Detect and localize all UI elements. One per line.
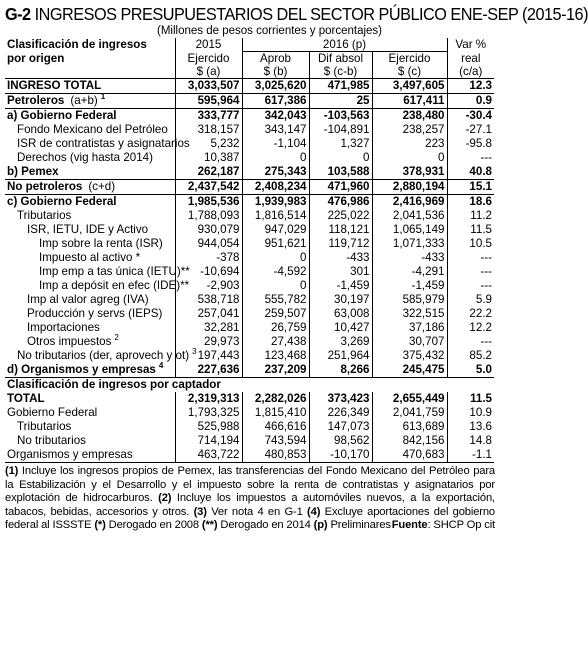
cell-v: 18.6 <box>447 195 494 210</box>
cell-a: 595,964 <box>175 94 242 109</box>
cell-v: -1.1 <box>447 448 494 463</box>
cell-cb: 0 <box>309 151 372 165</box>
cell-v: 12.2 <box>447 321 494 335</box>
cell-cb: 10,427 <box>309 321 372 335</box>
cell-a: -2,903 <box>175 279 242 293</box>
cell-b: 0 <box>242 151 309 165</box>
row-label-text: a) Gobierno Federal <box>7 109 117 122</box>
row-label-extra: (a+b) <box>70 94 98 107</box>
cell-b: 617,386 <box>242 94 309 109</box>
row-label <box>5 165 175 180</box>
row-label <box>5 237 175 251</box>
revenue-table <box>5 38 494 463</box>
note-1-tag: (1) <box>5 465 19 477</box>
cell-c: 842,156 <box>372 434 447 448</box>
cell-b: 343,147 <box>242 123 309 137</box>
header-unit-ca: (c/a) <box>447 65 494 79</box>
cell-c: -4,291 <box>372 265 447 279</box>
cell-a: 930,079 <box>175 223 242 237</box>
table-row <box>5 448 494 463</box>
row-label <box>5 137 190 151</box>
row-label-text: Imp al valor agreg (IVA) <box>27 293 149 306</box>
table-row <box>5 434 494 448</box>
cell-a: 257,041 <box>175 307 242 321</box>
header-row-units <box>5 65 494 79</box>
cell-c: 613,689 <box>372 420 447 434</box>
row-label <box>5 109 175 124</box>
cell-cb: 119,712 <box>309 237 372 251</box>
table-row <box>5 151 494 165</box>
cell-c: 322,515 <box>372 307 447 321</box>
cell-a: 538,718 <box>175 293 242 307</box>
cell-v: 11.2 <box>447 209 494 223</box>
row-label <box>5 335 175 349</box>
table-row <box>5 279 494 293</box>
cell-cb: -1,459 <box>309 279 372 293</box>
row-footnote-mark: 2 <box>114 333 119 343</box>
row-label <box>5 392 175 406</box>
cell-cb: 98,562 <box>309 434 372 448</box>
cell-b: 1,815,410 <box>242 406 309 420</box>
cell-a: 32,281 <box>175 321 242 335</box>
cell-v: --- <box>447 151 494 165</box>
cell-b: 743,594 <box>242 434 309 448</box>
cell-c: 238,480 <box>372 109 447 124</box>
cell-b: 2,408,234 <box>242 180 309 195</box>
source-label: Fuente <box>391 519 428 532</box>
cell-a: 3,033,507 <box>175 79 242 94</box>
cell-c: 585,979 <box>372 293 447 307</box>
row-label-text: Producción y servs (IEPS) <box>27 307 163 320</box>
note-5-tag: (*) <box>94 519 106 532</box>
header-class-label-2: por origen <box>7 51 65 65</box>
cell-v: -27.1 <box>447 123 494 137</box>
cell-b: 123,468 <box>242 349 309 363</box>
row-label <box>5 347 197 363</box>
cell-cb: 225,022 <box>309 209 372 223</box>
header-unit-b: $ (b) <box>242 65 309 79</box>
row-label-text: Impuesto al activo * <box>39 251 141 264</box>
cell-b: -4,592 <box>242 265 309 279</box>
row-label-text: No tributarios (der, aprovech y ot) <box>17 349 190 362</box>
title-text: INGRESOS PRESUPUESTARIOS DEL SECTOR PÚBLICO ENE-SEP (2015-16) <box>30 4 588 24</box>
cell-c: 1,065,149 <box>372 223 447 237</box>
row-label <box>5 265 190 279</box>
note-3-tag: (3) <box>193 505 207 518</box>
cell-cb: 373,423 <box>309 392 372 406</box>
row-label <box>5 209 175 223</box>
row-label <box>5 151 175 165</box>
cell-b: 237,209 <box>242 363 309 378</box>
header-year-2016: 2016 (p) <box>242 38 447 52</box>
cell-v: 10.9 <box>447 406 494 420</box>
cell-cb: 471,960 <box>309 180 372 195</box>
page-title <box>5 4 588 24</box>
cell-a: 525,988 <box>175 420 242 434</box>
cell-cb: -104,891 <box>309 123 372 137</box>
note-3: Ver nota 4 en G-1 <box>206 505 308 518</box>
row-label <box>5 94 175 109</box>
cell-v: 13.6 <box>447 420 494 434</box>
table-row <box>5 79 494 94</box>
row-label <box>5 251 175 265</box>
cell-a: 944,054 <box>175 237 242 251</box>
cell-b: 27,438 <box>242 335 309 349</box>
row-label <box>5 195 175 210</box>
row-label <box>5 321 175 335</box>
cell-c: 1,071,333 <box>372 237 447 251</box>
cell-cb: 3,269 <box>309 335 372 349</box>
cell-v: --- <box>447 251 494 265</box>
cell-c: 2,416,969 <box>372 195 447 210</box>
cell-b: 26,759 <box>242 321 309 335</box>
cell-cb: 147,073 <box>309 420 372 434</box>
table-row <box>5 321 494 335</box>
cell-c: 245,475 <box>372 363 447 378</box>
note-6: Derogado en 2014 <box>217 519 314 532</box>
source-text: : SHCP Op cit <box>427 519 495 532</box>
cell-cb: 301 <box>309 265 372 279</box>
row-label-text: Otros impuestos <box>27 335 112 348</box>
cell-c: -433 <box>372 251 447 265</box>
note-5: Derogado en 2008 <box>105 519 202 532</box>
source <box>392 519 495 533</box>
row-label-text: d) Organismos y empresas <box>7 363 156 376</box>
cell-v: 40.8 <box>447 165 494 180</box>
footnotes <box>5 465 495 533</box>
row-label-text: No tributarios <box>17 434 86 447</box>
cell-a: -10,694 <box>175 265 242 279</box>
header-var: Var % <box>447 38 494 52</box>
cell-c: 2,655,449 <box>372 392 447 406</box>
cell-c: 37,186 <box>372 321 447 335</box>
section2-heading-row <box>5 378 494 393</box>
row-label <box>5 223 175 237</box>
cell-cb: 476,986 <box>309 195 372 210</box>
row-label-text: b) Pemex <box>7 165 59 178</box>
cell-b: 3,025,620 <box>242 79 309 94</box>
cell-b: 0 <box>242 251 309 265</box>
row-label <box>5 434 175 448</box>
row-label-extra: (c+d) <box>88 180 116 193</box>
row-label-text: TOTAL <box>7 392 45 405</box>
cell-c: 375,432 <box>372 349 447 363</box>
note-2-tag: (2) <box>158 492 172 505</box>
row-label-text: No petroleros <box>7 180 83 193</box>
row-label-text: Tributarios <box>17 420 72 433</box>
cell-b: 342,043 <box>242 109 309 124</box>
row-label <box>5 123 175 137</box>
cell-a: 333,777 <box>175 109 242 124</box>
table-row <box>5 420 494 434</box>
row-label <box>5 448 175 463</box>
cell-cb: 118,121 <box>309 223 372 237</box>
cell-a: 2,319,313 <box>175 392 242 406</box>
row-label-text: Gobierno Federal <box>7 406 98 419</box>
row-label-text: Derechos (vig hasta 2014) <box>17 151 153 164</box>
header-unit-cb: $ (c-b) <box>309 65 372 79</box>
cell-v: 5.0 <box>447 363 494 378</box>
cell-v: 10.5 <box>447 237 494 251</box>
table-row <box>5 165 494 180</box>
cell-cb: 251,964 <box>309 349 372 363</box>
cell-b: 466,616 <box>242 420 309 434</box>
header-class-label: Clasificación de ingresos <box>7 38 147 52</box>
row-label <box>5 307 175 321</box>
row-label-text: Importaciones <box>27 321 100 334</box>
header-col-aprob: Aprob <box>242 52 309 66</box>
row-label-text: ISR de contratistas y asignatarios <box>17 137 190 150</box>
cell-b: 480,853 <box>242 448 309 463</box>
cell-c: 3,497,605 <box>372 79 447 94</box>
cell-v: -30.4 <box>447 109 494 124</box>
table-row <box>5 237 494 251</box>
cell-b: 951,621 <box>242 237 309 251</box>
header-col-ejercido2: Ejercido <box>372 52 447 66</box>
cell-cb: 1,327 <box>309 137 372 151</box>
cell-v: 15.1 <box>447 180 494 195</box>
table-row <box>5 195 494 210</box>
cell-a: 10,387 <box>175 151 242 165</box>
cell-b: 555,782 <box>242 293 309 307</box>
cell-a: -378 <box>175 251 242 265</box>
table-body-origin <box>5 79 494 378</box>
table-row <box>5 363 494 378</box>
cell-c: 2,041,759 <box>372 406 447 420</box>
header-col-real: real <box>447 52 494 66</box>
row-label-text: Organismos y empresas <box>7 448 133 461</box>
cell-a: 1,985,536 <box>175 195 242 210</box>
table-body-captador <box>5 378 494 463</box>
table-row <box>5 180 494 195</box>
row-label <box>5 406 175 420</box>
cell-c: 378,931 <box>372 165 447 180</box>
row-footnote-mark: 4 <box>158 361 164 371</box>
note-1: Incluye los ingresos propios de Pemex, las transferencias del Fondo Mexicano del Petróleo para la Estabilización y el Desarrollo y el impuesto sobre la renta de contratistas y asignatarios por explotación de hidrocarburos. <box>5 465 495 505</box>
cell-cb: 30,197 <box>309 293 372 307</box>
cell-b: 947,029 <box>242 223 309 237</box>
cell-c: 2,880,194 <box>372 180 447 195</box>
row-label-text: Fondo Mexicano del Petróleo <box>17 123 168 136</box>
cell-a: 227,636 <box>175 363 242 378</box>
cell-v: --- <box>447 279 494 293</box>
cell-a: 29,973 <box>175 335 242 349</box>
row-label <box>5 180 175 195</box>
header-col-dif: Dif absol <box>309 52 372 66</box>
table-row <box>5 123 494 137</box>
cell-cb: 103,588 <box>309 165 372 180</box>
table-row <box>5 94 494 109</box>
table-row <box>5 265 494 279</box>
cell-c: 223 <box>372 137 447 151</box>
row-footnote-mark: 1 <box>100 92 106 102</box>
title-code: G-2 <box>5 4 31 24</box>
cell-c: 238,257 <box>372 123 447 137</box>
cell-v: 85.2 <box>447 349 494 363</box>
section2-heading: Clasificación de ingresos por captador <box>5 378 494 393</box>
cell-v: 12.3 <box>447 79 494 94</box>
cell-cb: 8,266 <box>309 363 372 378</box>
cell-cb: -103,563 <box>309 109 372 124</box>
row-label-text: ISR, IETU, IDE y Activo <box>27 223 149 236</box>
cell-cb: 63,008 <box>309 307 372 321</box>
cell-v: --- <box>447 335 494 349</box>
row-label-text: Petroleros <box>7 94 65 107</box>
cell-a: 1,793,325 <box>175 406 242 420</box>
note-4: Excluye aportaciones del gobierno federal al ISSSTE <box>5 505 496 532</box>
cell-a: 714,194 <box>175 434 242 448</box>
cell-v: 0.9 <box>447 94 494 109</box>
table-row <box>5 137 494 151</box>
cell-v: -95.8 <box>447 137 494 151</box>
row-label-text: c) Gobierno Federal <box>7 195 117 208</box>
table-row <box>5 392 494 406</box>
row-label <box>5 293 175 307</box>
row-label-text: Imp a depósit en efec (IDE)** <box>39 279 190 292</box>
table-row <box>5 251 494 265</box>
cell-b: 2,282,026 <box>242 392 309 406</box>
cell-c: 617,411 <box>372 94 447 109</box>
header-unit-c: $ (c) <box>372 65 447 79</box>
cell-cb: 226,349 <box>309 406 372 420</box>
cell-a: 1,788,093 <box>175 209 242 223</box>
cell-b: -1,104 <box>242 137 309 151</box>
cell-b: 0 <box>242 279 309 293</box>
cell-cb: -10,170 <box>309 448 372 463</box>
cell-c: 470,683 <box>372 448 447 463</box>
cell-b: 259,507 <box>242 307 309 321</box>
header-year-2015: 2015 <box>175 38 242 52</box>
note-6-tag: (**) <box>201 519 218 532</box>
header-row-years <box>5 38 494 52</box>
cell-v: --- <box>447 265 494 279</box>
cell-c: 30,707 <box>372 335 447 349</box>
cell-a: 197,443 <box>175 349 242 363</box>
header-row-cols <box>5 52 494 66</box>
row-label <box>5 420 175 434</box>
row-label <box>5 363 175 378</box>
cell-b: 1,939,983 <box>242 195 309 210</box>
table-row <box>5 223 494 237</box>
table-row <box>5 349 494 363</box>
cell-v: 22.2 <box>447 307 494 321</box>
note-7-tag: (p) <box>313 519 328 532</box>
cell-b: 275,343 <box>242 165 309 180</box>
row-label <box>5 279 190 293</box>
cell-cb: 25 <box>309 94 372 109</box>
cell-v: 14.8 <box>447 434 494 448</box>
note-4-tag: (4) <box>307 505 321 518</box>
row-label <box>5 79 175 94</box>
note-2: Incluye los impuestos a automóviles nuevos, a la exportación, tabacos, bebidas, accesorios y otros. <box>5 492 495 518</box>
cell-b: 1,816,514 <box>242 209 309 223</box>
cell-a: 262,187 <box>175 165 242 180</box>
table-row <box>5 335 494 349</box>
table-row <box>5 209 494 223</box>
table-row <box>5 406 494 420</box>
note-7: Preliminares <box>327 519 391 532</box>
table-row <box>5 109 494 124</box>
header-unit-a: $ (a) <box>175 65 242 79</box>
row-label-text: Imp emp a tas única (IETU)** <box>39 265 190 278</box>
cell-cb: 471,985 <box>309 79 372 94</box>
header-col-ejercido: Ejercido <box>175 52 242 66</box>
table-row <box>5 307 494 321</box>
cell-c: -1,459 <box>372 279 447 293</box>
row-label-text: Imp sobre la renta (ISR) <box>39 237 163 250</box>
cell-a: 463,722 <box>175 448 242 463</box>
cell-v: 11.5 <box>447 223 494 237</box>
cell-cb: -433 <box>309 251 372 265</box>
cell-c: 0 <box>372 151 447 165</box>
row-label-text: INGRESO TOTAL <box>7 79 102 92</box>
cell-a: 318,157 <box>175 123 242 137</box>
cell-c: 2,041,536 <box>372 209 447 223</box>
cell-a: 2,437,542 <box>175 180 242 195</box>
row-footnote-mark: 3 <box>192 347 197 357</box>
cell-a: 5,232 <box>175 137 242 151</box>
row-label-text: Tributarios <box>17 209 72 222</box>
cell-v: 11.5 <box>447 392 494 406</box>
table-row <box>5 293 494 307</box>
cell-v: 5.9 <box>447 293 494 307</box>
page-subtitle: (Millones de pesos corrientes y porcentajes) <box>157 25 382 37</box>
